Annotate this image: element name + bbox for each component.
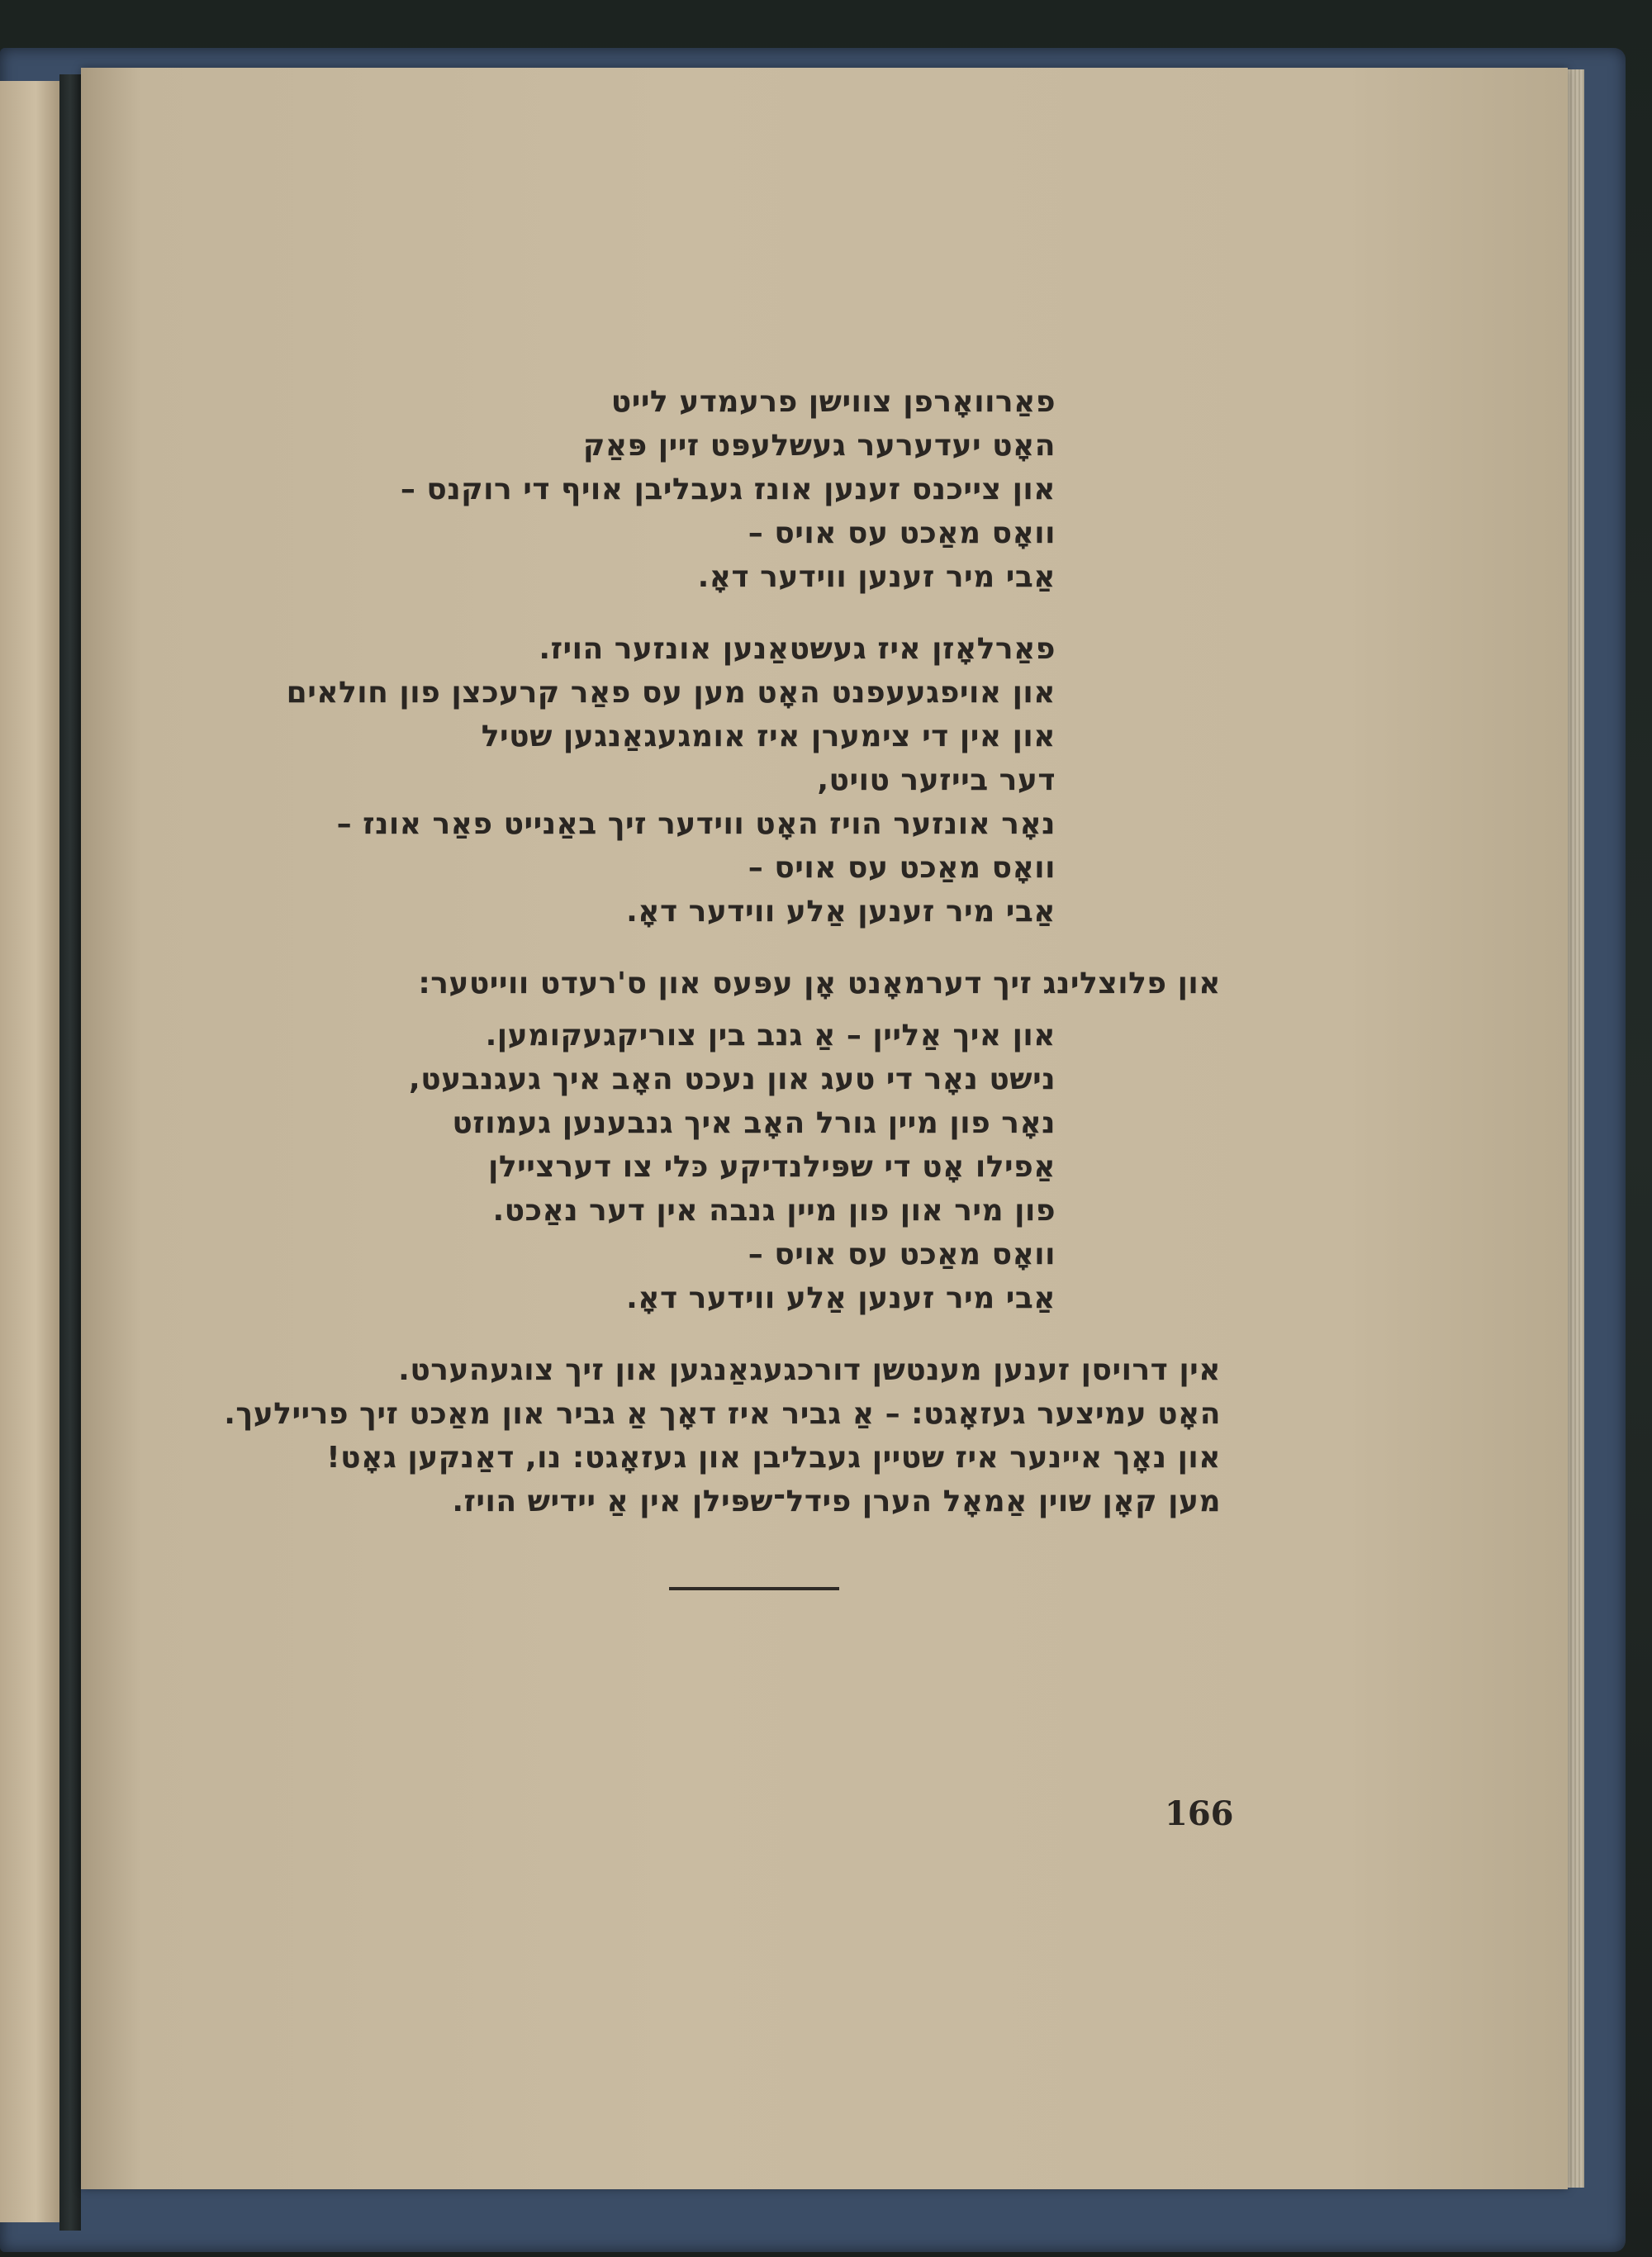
text-line: און אין די צימערן איז אומגעגאַנגען שטיל bbox=[481, 720, 1056, 753]
page-number: 166 bbox=[1165, 1794, 1234, 1833]
text-line: פון מיר און פון מיין גנבה אין דער נאַכט. bbox=[492, 1194, 1056, 1228]
stanza-2 bbox=[230, 627, 1221, 934]
text-line: האָט עמיצער געזאָגט: – אַ גביר איז דאָך אַ גביר און מאַכט זיך פריילעך. bbox=[224, 1397, 1221, 1431]
text-line: פאַרוואָרפן צווישן פרעמדע לייט bbox=[610, 385, 1056, 419]
transition-line bbox=[230, 962, 1221, 1005]
text-line: נאָר פון מיין גורל האָב איך גנבענען געמוזט bbox=[452, 1106, 1056, 1140]
text-line: וואָס מאַכט עס אויס – bbox=[748, 1238, 1056, 1271]
stanza-1 bbox=[230, 380, 1221, 599]
text-line: פאַרלאָזן איז געשטאַנען אונזער הויז. bbox=[539, 632, 1056, 666]
text-line: אַבי מיר זענען אַלע ווידער דאָ. bbox=[626, 895, 1056, 929]
text-line: אין דרויסן זענען מענטשן דורכגעגאַנגען און זיך צוגעהערט. bbox=[398, 1353, 1221, 1387]
text-line: וואָס מאַכט עס אויס – bbox=[748, 516, 1056, 550]
stanza-3 bbox=[230, 1014, 1221, 1320]
text-line: אַבי מיר זענען ווידער דאָ. bbox=[697, 560, 1056, 594]
text-line: נישט נאָר די טעג און נעכט האָב איך געגנבעט, bbox=[409, 1062, 1056, 1096]
text-line: און אויפגעעפנט האָט מען עס פאַר קרעכצן פון חולאים bbox=[286, 676, 1056, 710]
text-line: וואָס מאַכט עס אויס – bbox=[748, 851, 1056, 885]
text-line: אַבי מיר זענען אַלע ווידער דאָ. bbox=[626, 1281, 1056, 1315]
section-divider bbox=[669, 1587, 839, 1590]
poem-text bbox=[224, 380, 1221, 1551]
text-line: מען קאָן שוין אַמאָל הערן פידל־שפּילן אין אַ יידיש הויז. bbox=[452, 1485, 1221, 1518]
text-line: האָט יעדערער געשלעפּט זיין פּאַק bbox=[582, 429, 1056, 463]
text-line: און פלוצלינג זיך דערמאָנט אָן עפּעס און ס'רעדט ווייטער: bbox=[418, 967, 1221, 1000]
text-line: דער בייזער טויט, bbox=[817, 763, 1056, 797]
text-line: און צייכנס זענען אונז געבליבן אויף די רוקנס – bbox=[400, 473, 1056, 506]
closing-paragraph bbox=[224, 1348, 1221, 1523]
text-line: און איך אַליין – אַ גנב בין צוריקגעקומען. bbox=[485, 1019, 1056, 1052]
text-line: נאָר אונזער הויז האָט ווידער זיך באַנייט פאַר אונז – bbox=[336, 807, 1056, 841]
left-page-edge bbox=[0, 81, 59, 2222]
text-line: און נאָך איינער איז שטיין געבליבן און געזאָגט: נו, דאַנקען גאָט! bbox=[326, 1441, 1221, 1475]
book-gutter bbox=[59, 74, 81, 2231]
text-line: אַפילו אָט די שפּילנדיקע כּלי צו דערציילן bbox=[488, 1150, 1056, 1184]
